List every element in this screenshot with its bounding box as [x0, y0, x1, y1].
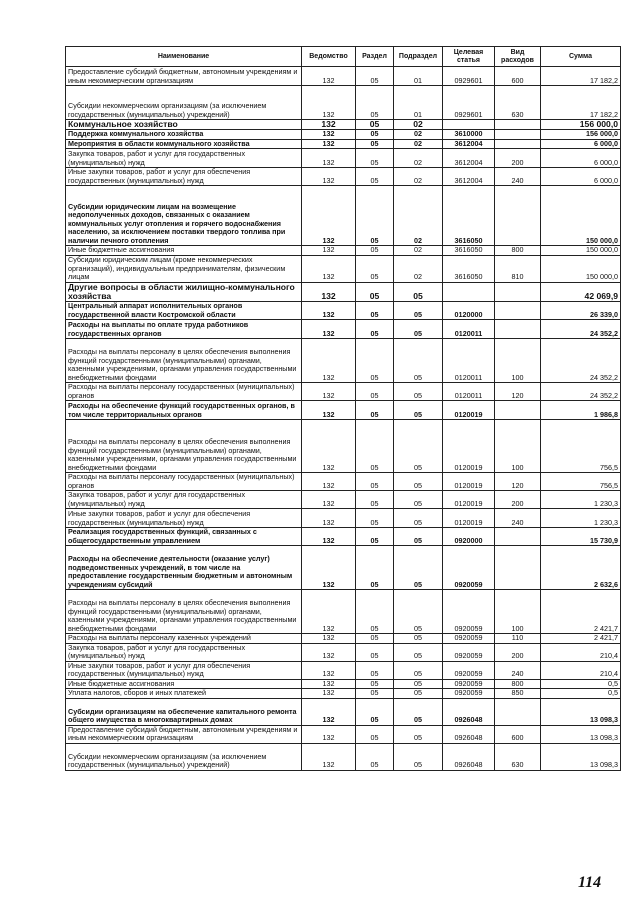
- table-row: [66, 186, 621, 246]
- row-razdel: 05: [356, 383, 394, 401]
- row-sum: 150 000,0: [541, 186, 621, 246]
- table-row: [66, 546, 621, 590]
- row-expense-type: 240: [495, 168, 541, 186]
- row-name: Субсидии некоммерческим организациям (за исключением государственных (муниципальных) учреждений): [66, 743, 302, 770]
- row-target-article: 0120000: [443, 302, 495, 320]
- row-vedomstvo: 132: [302, 679, 356, 689]
- row-razdel: 05: [356, 725, 394, 743]
- row-vedomstvo: 132: [302, 643, 356, 661]
- row-target-article: 0120019: [443, 509, 495, 528]
- row-razdel: 05: [356, 246, 394, 256]
- row-expense-type: [495, 139, 541, 149]
- row-vedomstvo: 132: [302, 302, 356, 320]
- row-sum: 756,5: [541, 420, 621, 473]
- row-name: Субсидии юридическим лицам (кроме некоммерческих организаций), индивидуальным предпринимателям, физическим лицам: [66, 255, 302, 282]
- row-razdel: 05: [356, 546, 394, 590]
- row-razdel: 05: [356, 473, 394, 491]
- table-row: [66, 67, 621, 86]
- row-expense-type: [495, 401, 541, 420]
- row-podrazdel: 05: [394, 689, 443, 699]
- row-expense-type: 800: [495, 246, 541, 256]
- table-row: [66, 339, 621, 383]
- row-podrazdel: 05: [394, 679, 443, 689]
- row-name: Субсидии некоммерческим организациям (за исключением государственных (муниципальных) учреждений): [66, 86, 302, 120]
- page-number: 114: [578, 874, 602, 891]
- row-target-article: 0920059: [443, 643, 495, 661]
- row-expense-type: 850: [495, 689, 541, 699]
- row-name: Реализация государственных функций, связанных с общегосударственным управлением: [66, 528, 302, 546]
- row-target-article: 0120019: [443, 491, 495, 509]
- row-name: Коммунальное хозяйство: [66, 120, 302, 130]
- row-sum: 210,4: [541, 661, 621, 679]
- row-razdel: 05: [356, 86, 394, 120]
- row-expense-type: 630: [495, 743, 541, 770]
- row-vedomstvo: 132: [302, 725, 356, 743]
- row-razdel: 05: [356, 661, 394, 679]
- row-target-article: 0920059: [443, 679, 495, 689]
- row-razdel: 05: [356, 255, 394, 282]
- row-podrazdel: 01: [394, 86, 443, 120]
- row-podrazdel: 02: [394, 139, 443, 149]
- row-razdel: 05: [356, 120, 394, 130]
- header-expense-type: Вид расходов: [495, 47, 541, 67]
- row-podrazdel: 02: [394, 120, 443, 130]
- row-sum: 6 000,0: [541, 149, 621, 168]
- header-sum: Сумма: [541, 47, 621, 67]
- row-vedomstvo: 132: [302, 689, 356, 699]
- row-razdel: 05: [356, 401, 394, 420]
- table-row: [66, 698, 621, 725]
- row-target-article: 0920059: [443, 634, 495, 644]
- row-vedomstvo: 132: [302, 149, 356, 168]
- table-row: [66, 401, 621, 420]
- header-podrazdel: Подраздел: [394, 47, 443, 67]
- table-row: [66, 86, 621, 120]
- row-vedomstvo: 132: [302, 491, 356, 509]
- row-vedomstvo: 132: [302, 120, 356, 130]
- row-target-article: 0926048: [443, 698, 495, 725]
- row-razdel: 05: [356, 689, 394, 699]
- row-target-article: [443, 120, 495, 130]
- row-target-article: 0920059: [443, 546, 495, 590]
- row-target-article: 3616050: [443, 186, 495, 246]
- table-row: [66, 473, 621, 491]
- row-target-article: 0120011: [443, 383, 495, 401]
- row-expense-type: 110: [495, 634, 541, 644]
- row-expense-type: [495, 186, 541, 246]
- row-expense-type: [495, 698, 541, 725]
- table-row: [66, 420, 621, 473]
- row-razdel: 05: [356, 743, 394, 770]
- row-vedomstvo: 132: [302, 320, 356, 339]
- row-vedomstvo: 132: [302, 130, 356, 140]
- row-vedomstvo: 132: [302, 698, 356, 725]
- row-razdel: 05: [356, 139, 394, 149]
- row-name: Предоставление субсидий бюджетным, автономным учреждениям и иным некоммерческим организациям: [66, 67, 302, 86]
- row-name: Расходы на выплаты персоналу в целях обеспечения выполнения функций государственными (муниципальными) органами, казенными учреждениями, органами управления государственными внебюджетными фондами: [66, 339, 302, 383]
- row-podrazdel: 05: [394, 509, 443, 528]
- row-sum: 150 000,0: [541, 255, 621, 282]
- row-target-article: [443, 282, 495, 301]
- row-name: Иные закупки товаров, работ и услуг для обеспечения государственных (муниципальных) нужд: [66, 509, 302, 528]
- row-sum: 24 352,2: [541, 320, 621, 339]
- row-name: Расходы на выплаты персоналу в целях обеспечения выполнения функций государственными (муниципальными) органами, казенными учреждениями, органами управления государственными внебюджетными фондами: [66, 420, 302, 473]
- row-name: Расходы на обеспечение деятельности (оказание услуг) подведомственных учреждений, в том числе на предоставление государственным бюджетным и автономным учреждениям субсидий: [66, 546, 302, 590]
- row-target-article: 0920059: [443, 689, 495, 699]
- row-sum: 24 352,2: [541, 339, 621, 383]
- row-sum: 24 352,2: [541, 383, 621, 401]
- row-podrazdel: 02: [394, 246, 443, 256]
- row-sum: 2 632,6: [541, 546, 621, 590]
- row-vedomstvo: 132: [302, 139, 356, 149]
- row-vedomstvo: 132: [302, 86, 356, 120]
- row-sum: 6 000,0: [541, 139, 621, 149]
- row-vedomstvo: 132: [302, 282, 356, 301]
- header-target-article: Целевая статья: [443, 47, 495, 67]
- row-podrazdel: 02: [394, 149, 443, 168]
- row-razdel: 05: [356, 168, 394, 186]
- table-row: [66, 643, 621, 661]
- row-vedomstvo: 132: [302, 383, 356, 401]
- row-name: Центральный аппарат исполнительных органов государственной власти Костромской области: [66, 302, 302, 320]
- budget-table: [65, 46, 621, 771]
- row-sum: 150 000,0: [541, 246, 621, 256]
- row-razdel: 05: [356, 528, 394, 546]
- row-target-article: 3616050: [443, 246, 495, 256]
- row-podrazdel: 05: [394, 401, 443, 420]
- row-expense-type: [495, 282, 541, 301]
- row-expense-type: 100: [495, 590, 541, 634]
- row-sum: 13 098,3: [541, 725, 621, 743]
- row-podrazdel: 05: [394, 528, 443, 546]
- row-name: Субсидии юридическим лицам на возмещение недополученных доходов, связанных с оказанием коммунальных услуг отопления и горячего водоснабжения населению, за исключением поставки твердого топлива при наличии печного отопления: [66, 186, 302, 246]
- row-sum: 13 098,3: [541, 698, 621, 725]
- header-razdel: Раздел: [356, 47, 394, 67]
- table-row: [66, 255, 621, 282]
- row-podrazdel: 05: [394, 634, 443, 644]
- row-podrazdel: 05: [394, 339, 443, 383]
- row-target-article: 0120019: [443, 420, 495, 473]
- row-sum: 2 421,7: [541, 590, 621, 634]
- row-vedomstvo: 132: [302, 634, 356, 644]
- table-row: [66, 743, 621, 770]
- row-podrazdel: 05: [394, 643, 443, 661]
- row-razdel: 05: [356, 67, 394, 86]
- row-sum: 26 339,0: [541, 302, 621, 320]
- row-podrazdel: 02: [394, 130, 443, 140]
- table-row: [66, 725, 621, 743]
- row-razdel: 05: [356, 679, 394, 689]
- row-target-article: 0120011: [443, 339, 495, 383]
- row-target-article: 3612004: [443, 149, 495, 168]
- table-row: [66, 149, 621, 168]
- row-target-article: 3612004: [443, 168, 495, 186]
- row-expense-type: 240: [495, 509, 541, 528]
- table-row: [66, 590, 621, 634]
- table-row: [66, 491, 621, 509]
- row-expense-type: 120: [495, 383, 541, 401]
- row-podrazdel: 05: [394, 473, 443, 491]
- row-razdel: 05: [356, 509, 394, 528]
- row-vedomstvo: 132: [302, 590, 356, 634]
- row-podrazdel: 02: [394, 255, 443, 282]
- row-sum: 1 986,8: [541, 401, 621, 420]
- row-podrazdel: 05: [394, 590, 443, 634]
- row-name: Расходы на выплаты персоналу в целях обеспечения выполнения функций государственными (муниципальными) органами, казенными учреждениями, органами управления государственными внебюджетными фондами: [66, 590, 302, 634]
- row-name: Расходы на выплаты по оплате труда работников государственных органов: [66, 320, 302, 339]
- table-row: [66, 130, 621, 140]
- table-row: [66, 282, 621, 301]
- table-row: [66, 383, 621, 401]
- row-expense-type: 100: [495, 420, 541, 473]
- row-target-article: 0926048: [443, 725, 495, 743]
- row-podrazdel: 05: [394, 491, 443, 509]
- row-vedomstvo: 132: [302, 420, 356, 473]
- row-vedomstvo: 132: [302, 509, 356, 528]
- row-expense-type: [495, 546, 541, 590]
- row-vedomstvo: 132: [302, 473, 356, 491]
- table-header-row: [66, 47, 621, 67]
- row-razdel: 05: [356, 186, 394, 246]
- table-row: [66, 661, 621, 679]
- row-name: Уплата налогов, сборов и иных платежей: [66, 689, 302, 699]
- row-name: Иные закупки товаров, работ и услуг для обеспечения государственных (муниципальных) нужд: [66, 661, 302, 679]
- row-target-article: 3616050: [443, 255, 495, 282]
- row-target-article: 0929601: [443, 86, 495, 120]
- row-vedomstvo: 132: [302, 67, 356, 86]
- row-expense-type: [495, 528, 541, 546]
- row-expense-type: 800: [495, 679, 541, 689]
- row-sum: 210,4: [541, 643, 621, 661]
- row-expense-type: 200: [495, 149, 541, 168]
- row-sum: 156 000,0: [541, 130, 621, 140]
- row-target-article: 0920059: [443, 590, 495, 634]
- row-name: Иные бюджетные ассигнования: [66, 679, 302, 689]
- row-name: Расходы на выплаты персоналу государственных (муниципальных) органов: [66, 473, 302, 491]
- table-row: [66, 302, 621, 320]
- row-podrazdel: 05: [394, 383, 443, 401]
- table-row: [66, 320, 621, 339]
- row-name: Закупка товаров, работ и услуг для государственных (муниципальных) нужд: [66, 643, 302, 661]
- row-sum: 1 230,3: [541, 491, 621, 509]
- row-expense-type: 600: [495, 725, 541, 743]
- row-razdel: 05: [356, 130, 394, 140]
- row-sum: 1 230,3: [541, 509, 621, 528]
- row-name: Поддержка коммунального хозяйства: [66, 130, 302, 140]
- row-name: Закупка товаров, работ и услуг для государственных (муниципальных) нужд: [66, 491, 302, 509]
- row-podrazdel: 05: [394, 661, 443, 679]
- row-target-article: 0926048: [443, 743, 495, 770]
- row-name: Другие вопросы в области жилищно-коммунального хозяйства: [66, 282, 302, 301]
- table-row: [66, 689, 621, 699]
- row-name: Закупка товаров, работ и услуг для государственных (муниципальных) нужд: [66, 149, 302, 168]
- row-sum: 156 000,0: [541, 120, 621, 130]
- row-expense-type: [495, 320, 541, 339]
- row-target-article: 0920059: [443, 661, 495, 679]
- row-razdel: 05: [356, 320, 394, 339]
- row-podrazdel: 02: [394, 168, 443, 186]
- row-vedomstvo: 132: [302, 168, 356, 186]
- row-target-article: 0120011: [443, 320, 495, 339]
- row-vedomstvo: 132: [302, 546, 356, 590]
- row-vedomstvo: 132: [302, 246, 356, 256]
- row-sum: 0,5: [541, 679, 621, 689]
- row-target-article: 0920000: [443, 528, 495, 546]
- row-expense-type: 100: [495, 339, 541, 383]
- table-row: [66, 509, 621, 528]
- row-podrazdel: 05: [394, 302, 443, 320]
- row-razdel: 05: [356, 302, 394, 320]
- row-expense-type: 200: [495, 491, 541, 509]
- row-sum: 2 421,7: [541, 634, 621, 644]
- row-sum: 0,5: [541, 689, 621, 699]
- row-name: Иные закупки товаров, работ и услуг для обеспечения государственных (муниципальных) нужд: [66, 168, 302, 186]
- row-vedomstvo: 132: [302, 661, 356, 679]
- row-target-article: 3610000: [443, 130, 495, 140]
- row-vedomstvo: 132: [302, 401, 356, 420]
- row-sum: 13 098,3: [541, 743, 621, 770]
- row-podrazdel: 05: [394, 420, 443, 473]
- table-body: [66, 67, 621, 771]
- row-podrazdel: 05: [394, 282, 443, 301]
- row-vedomstvo: 132: [302, 186, 356, 246]
- row-vedomstvo: 132: [302, 255, 356, 282]
- row-expense-type: [495, 302, 541, 320]
- table-row: [66, 168, 621, 186]
- row-name: Расходы на выплаты персоналу государственных (муниципальных) органов: [66, 383, 302, 401]
- row-vedomstvo: 132: [302, 743, 356, 770]
- row-razdel: 05: [356, 420, 394, 473]
- row-name: Расходы на обеспечение функций государственных органов, в том числе территориальных органов: [66, 401, 302, 420]
- row-razdel: 05: [356, 282, 394, 301]
- row-podrazdel: 02: [394, 186, 443, 246]
- row-expense-type: [495, 130, 541, 140]
- row-vedomstvo: 132: [302, 339, 356, 383]
- row-sum: 17 182,2: [541, 67, 621, 86]
- row-name: Иные бюджетные ассигнования: [66, 246, 302, 256]
- row-name: Предоставление субсидий бюджетным, автономным учреждениям и иным некоммерческим организациям: [66, 725, 302, 743]
- row-razdel: 05: [356, 643, 394, 661]
- row-podrazdel: 05: [394, 743, 443, 770]
- row-target-article: 0120019: [443, 401, 495, 420]
- row-expense-type: [495, 120, 541, 130]
- table-row: [66, 246, 621, 256]
- row-podrazdel: 01: [394, 67, 443, 86]
- row-sum: 17 182,2: [541, 86, 621, 120]
- row-razdel: 05: [356, 339, 394, 383]
- row-sum: 15 730,9: [541, 528, 621, 546]
- row-name: Расходы на выплаты персоналу казенных учреждений: [66, 634, 302, 644]
- row-razdel: 05: [356, 634, 394, 644]
- row-podrazdel: 05: [394, 546, 443, 590]
- row-vedomstvo: 132: [302, 528, 356, 546]
- row-sum: 6 000,0: [541, 168, 621, 186]
- table-row: [66, 139, 621, 149]
- row-expense-type: 600: [495, 67, 541, 86]
- header-vedomstvo: Ведомство: [302, 47, 356, 67]
- header-name: Наименование: [66, 47, 302, 67]
- row-target-article: 0929601: [443, 67, 495, 86]
- row-podrazdel: 05: [394, 698, 443, 725]
- row-name: Субсидии организациям на обеспечение капитального ремонта общего имущества в многоквартирных домах: [66, 698, 302, 725]
- table-row: [66, 634, 621, 644]
- row-expense-type: 630: [495, 86, 541, 120]
- row-name: Мероприятия в области коммунального хозяйства: [66, 139, 302, 149]
- row-sum: 756,5: [541, 473, 621, 491]
- table-row: [66, 528, 621, 546]
- row-target-article: 3612004: [443, 139, 495, 149]
- row-podrazdel: 05: [394, 320, 443, 339]
- row-podrazdel: 05: [394, 725, 443, 743]
- row-expense-type: 810: [495, 255, 541, 282]
- row-expense-type: 200: [495, 643, 541, 661]
- row-razdel: 05: [356, 491, 394, 509]
- row-target-article: 0120019: [443, 473, 495, 491]
- row-sum: 42 069,9: [541, 282, 621, 301]
- row-expense-type: 120: [495, 473, 541, 491]
- row-razdel: 05: [356, 149, 394, 168]
- table-row: [66, 120, 621, 130]
- row-expense-type: 240: [495, 661, 541, 679]
- row-razdel: 05: [356, 698, 394, 725]
- row-razdel: 05: [356, 590, 394, 634]
